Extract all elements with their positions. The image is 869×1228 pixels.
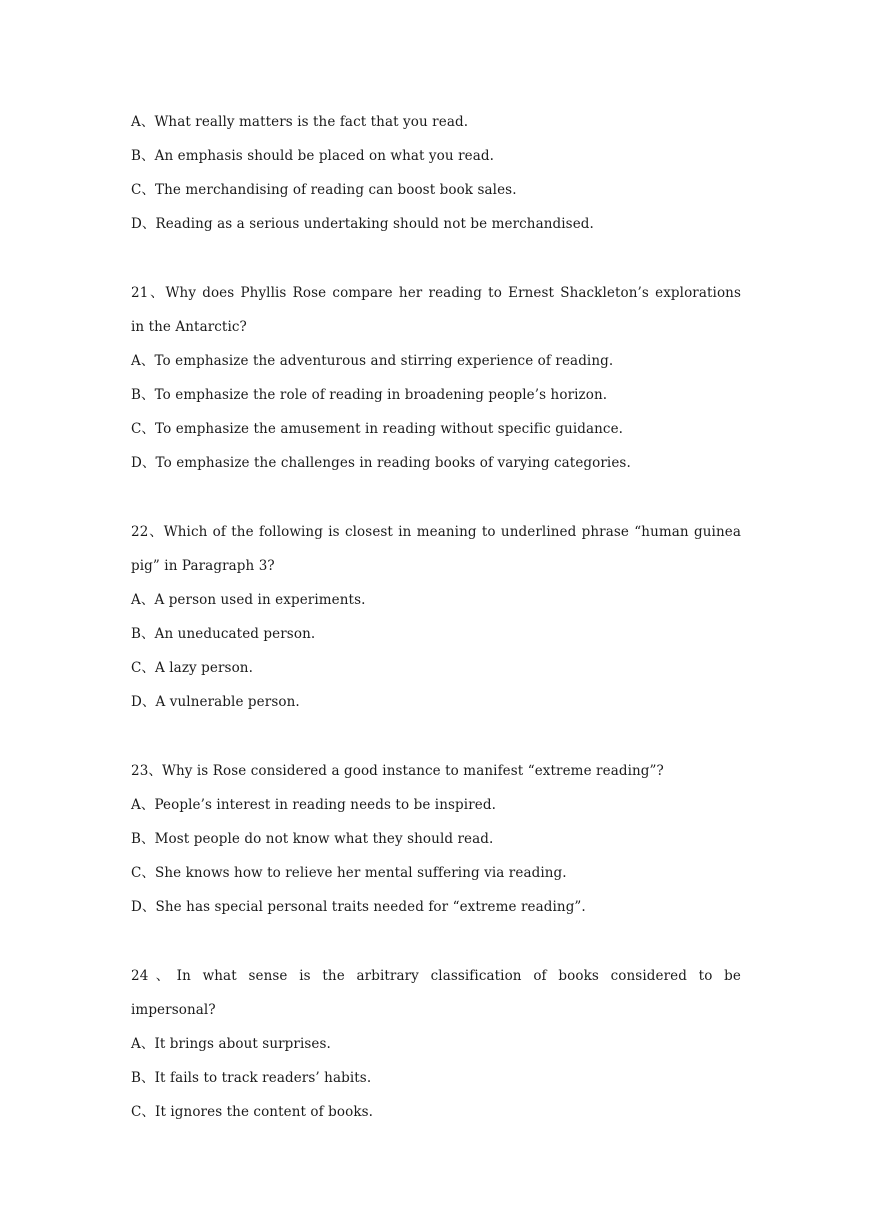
question-22 [131,520,741,724]
option-c: C、It ignores the content of books. [131,1104,374,1120]
question-24 [131,964,741,1134]
question-stem: 23、Why is Rose considered a good instance to manifest “extreme reading”? [131,763,664,779]
option-b: B、To emphasize the role of reading in broadening people’s horizon. [131,387,608,403]
option-b: B、It fails to track readers’ habits. [131,1070,372,1086]
question-21 [131,281,741,485]
option-d: D、A vulnerable person. [131,694,300,710]
option-d: D、She has special personal traits needed for “extreme reading”. [131,899,586,915]
question-23 [131,759,741,929]
question-stem-continued: in the Antarctic? [131,319,247,335]
option-b: B、An uneducated person. [131,626,316,642]
option-b: B、An emphasis should be placed on what you read. [131,148,494,164]
option-a: A、To emphasize the adventurous and stirring experience of reading. [131,353,614,369]
option-d: D、Reading as a serious undertaking should not be merchandised. [131,216,594,232]
exam-page [131,110,741,1134]
option-c: C、The merchandising of reading can boost book sales. [131,182,517,198]
option-c: C、A lazy person. [131,660,253,676]
spacer [131,246,741,281]
option-d: D、To emphasize the challenges in reading books of varying categories. [131,455,631,471]
option-a: A、People’s interest in reading needs to be inspired. [131,797,496,813]
question-stem-continued: impersonal? [131,1002,216,1018]
option-a: A、What really matters is the fact that you read. [131,114,469,130]
spacer [131,929,741,964]
prev-question-options [131,110,741,246]
question-stem: 24、In what sense is the arbitrary classification of books considered to be [131,968,741,984]
question-stem: 21、Why does Phyllis Rose compare her reading to Ernest Shackleton’s explorations [131,285,741,301]
option-a: A、It brings about surprises. [131,1036,331,1052]
option-a: A、A person used in experiments. [131,592,366,608]
option-c: C、To emphasize the amusement in reading without specific guidance. [131,421,624,437]
question-stem-continued: pig” in Paragraph 3? [131,558,275,574]
option-b: B、Most people do not know what they should read. [131,831,494,847]
spacer [131,485,741,520]
spacer [131,724,741,759]
question-stem: 22、Which of the following is closest in meaning to underlined phrase “human guinea [131,524,741,540]
option-c: C、She knows how to relieve her mental suffering via reading. [131,865,567,881]
